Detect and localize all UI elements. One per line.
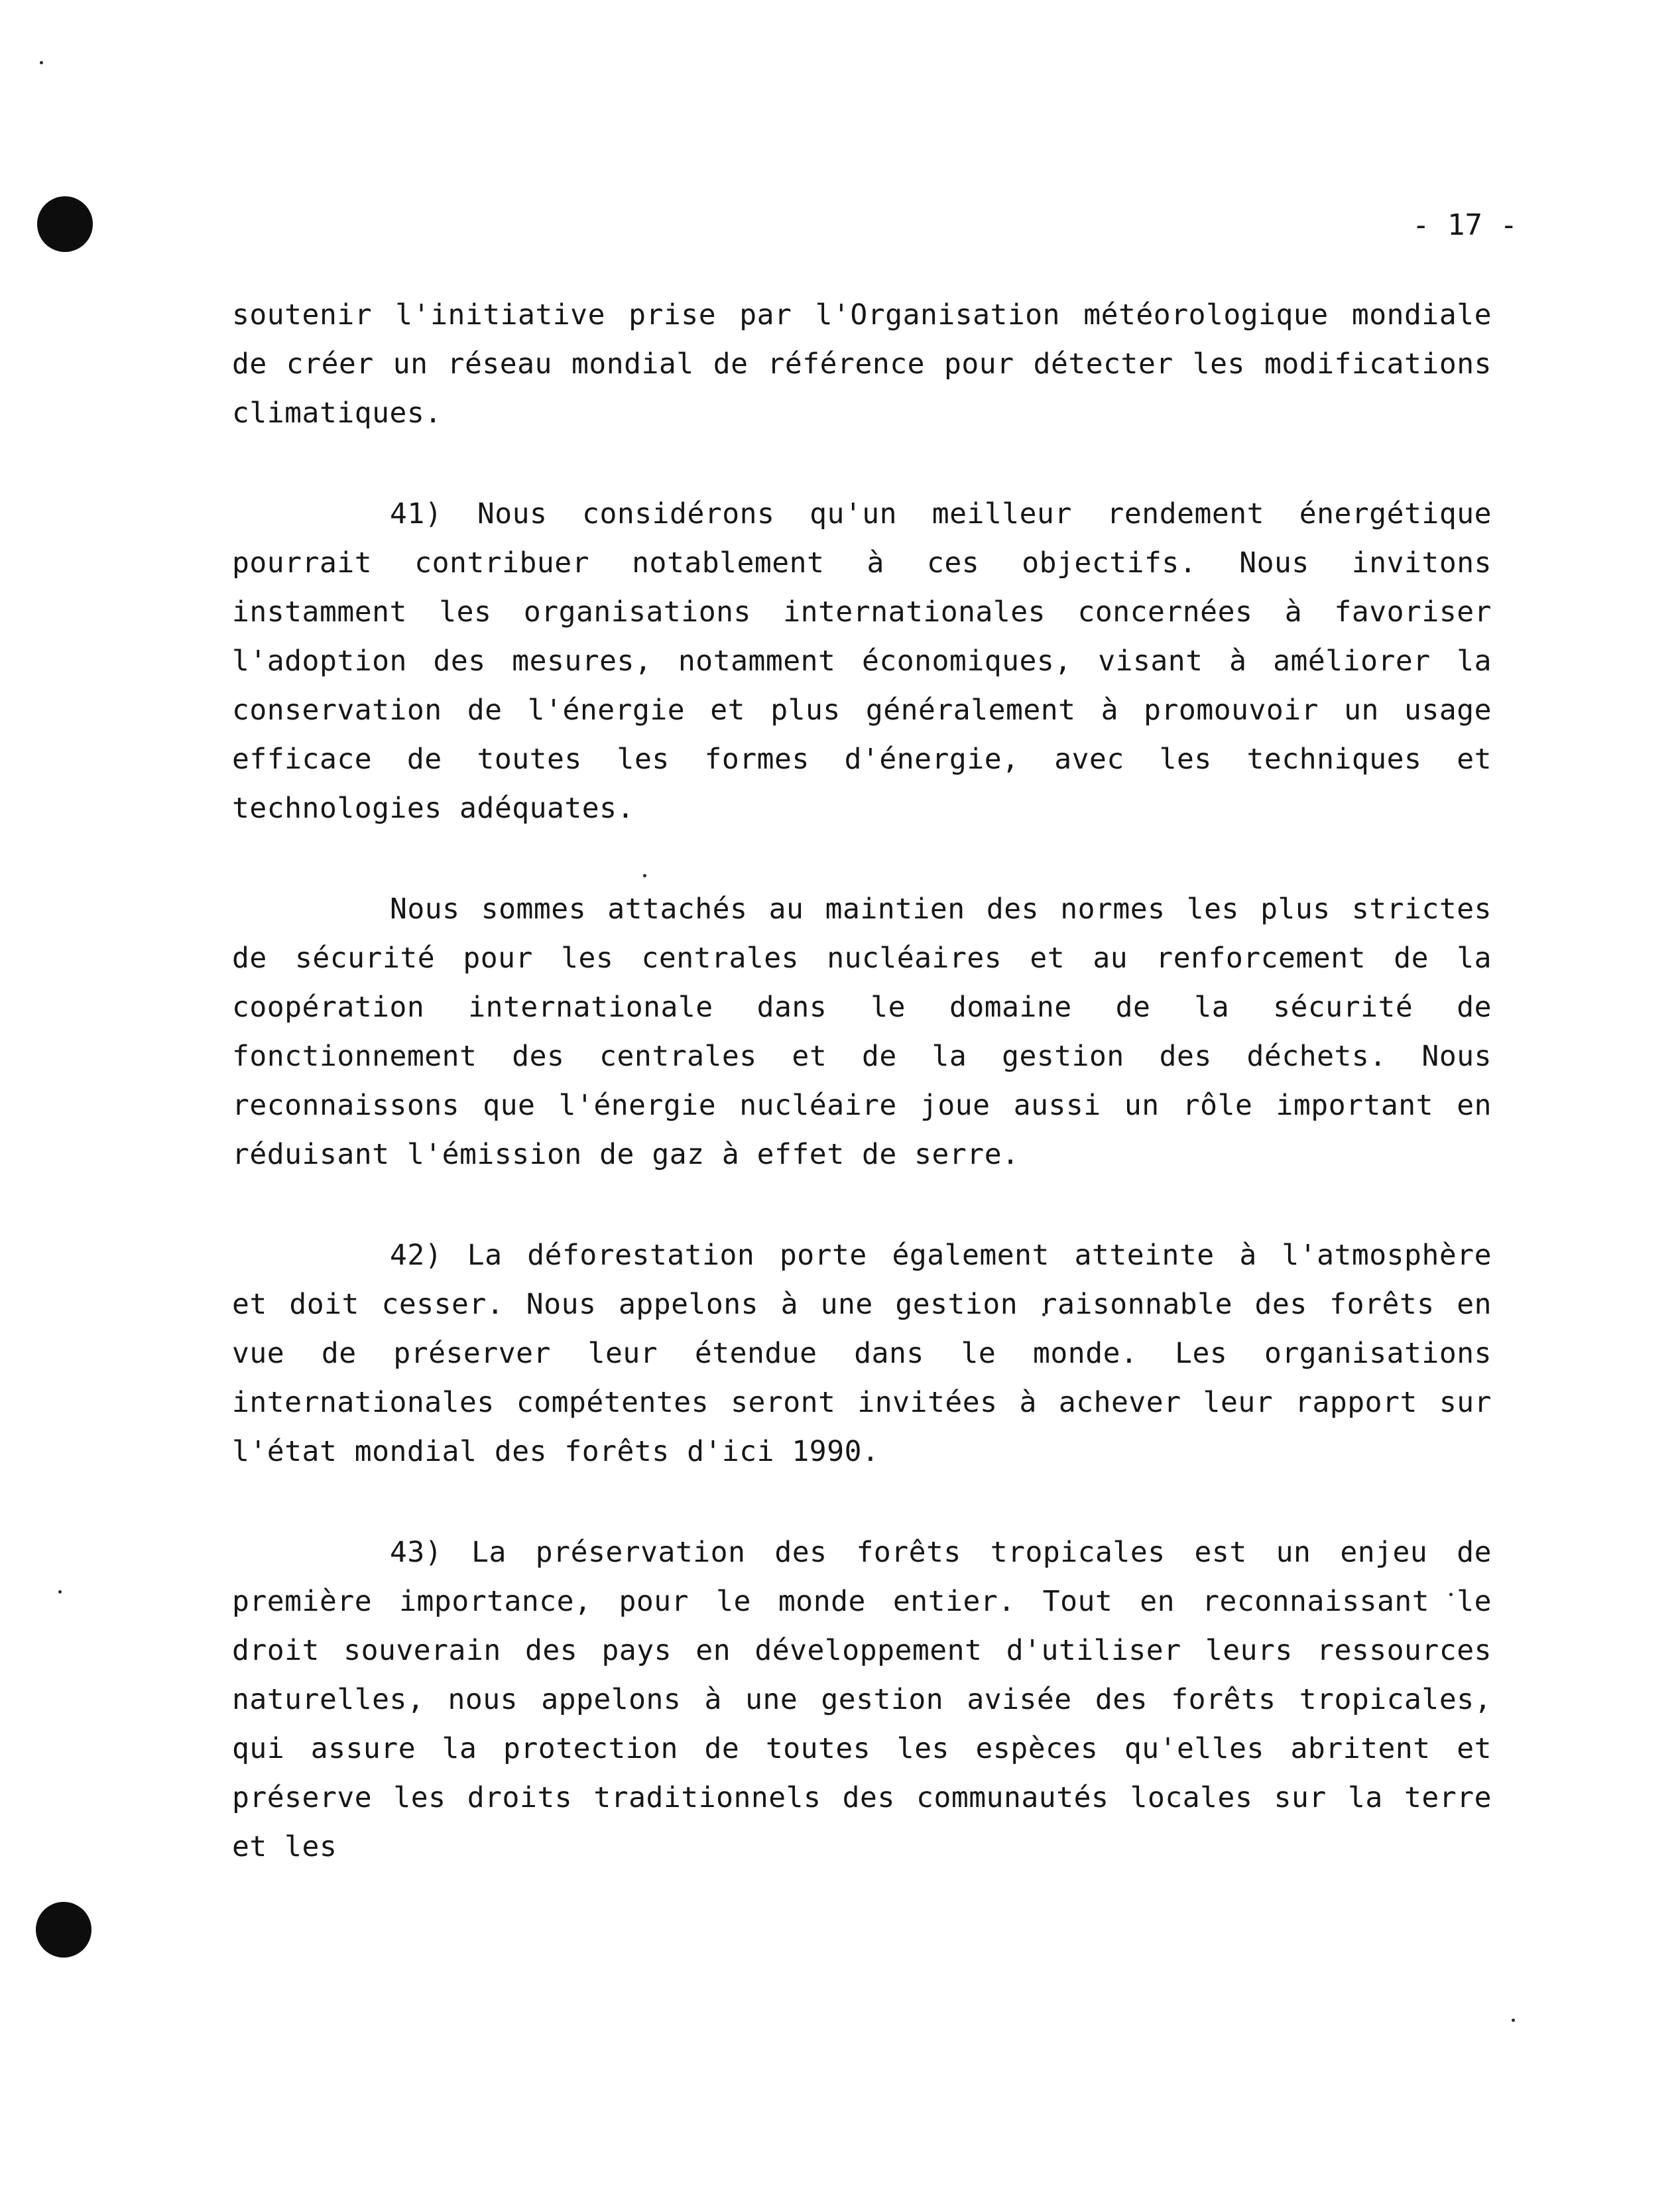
scan-speck <box>58 1590 62 1594</box>
paragraph-42: 42) La déforestation porte également atteinte à l'atmosphère et doit cesser. Nous appelons à une gestion raisonnable des forêts en vue de préserver leur étendue dans le monde. Les organisations internationales compétentes seront invitées à achever leur rapport sur l'état mondial des forêts d'ici 1990. <box>232 1239 1492 1468</box>
punch-hole-bottom <box>36 1902 91 1958</box>
paragraph-41: 41) Nous considérons qu'un meilleur rendement énergétique pourrait contribuer notablement à ces objectifs. Nous invitons instamment les organisations internationales concernées à favoriser l'adoption des mesures, notamment économiques, visant à améliorer la conservation de l'énergie et plus généralement à promouvoir un usage efficace de toutes les formes d'énergie, avec les techniques et technologies adéquates. <box>232 497 1492 825</box>
scan-speck <box>40 61 43 64</box>
page-number: - 17 - <box>1412 208 1518 242</box>
paragraph-43: 43) La préservation des forêts tropicales est un enjeu de première importance, pour le monde entier. Tout en reconnaissant le droit souverain des pays en développement d'utiliser leurs ressources naturelles, nous appelons à une gestion avisée des forêts tropicales, qui assure la protection de toutes les espèces qu'elles abritent et préserve les droits traditionnels des communautés locales sur la terre et les <box>232 1536 1492 1863</box>
paragraph-41-nuclear: Nous sommes attachés au maintien des normes les plus strictes de sécurité pour les centrales nucléaires et au renforcement de la coopération internationale dans le domaine de la sécurité de fonctionnement des centrales et de la gestion des déchets. Nous reconnaissons que l'énergie nucléaire joue aussi un rôle important en réduisant l'émission de gaz à effet de serre. <box>232 893 1492 1171</box>
paragraph-continuation: soutenir l'initiative prise par l'Organisation météorologique mondiale de créer un réseau mondial de référence pour détecter les modifications climatiques. <box>232 298 1492 430</box>
scan-speck <box>1512 2019 1515 2022</box>
punch-hole-top <box>37 196 93 252</box>
document-body <box>232 290 1492 1923</box>
